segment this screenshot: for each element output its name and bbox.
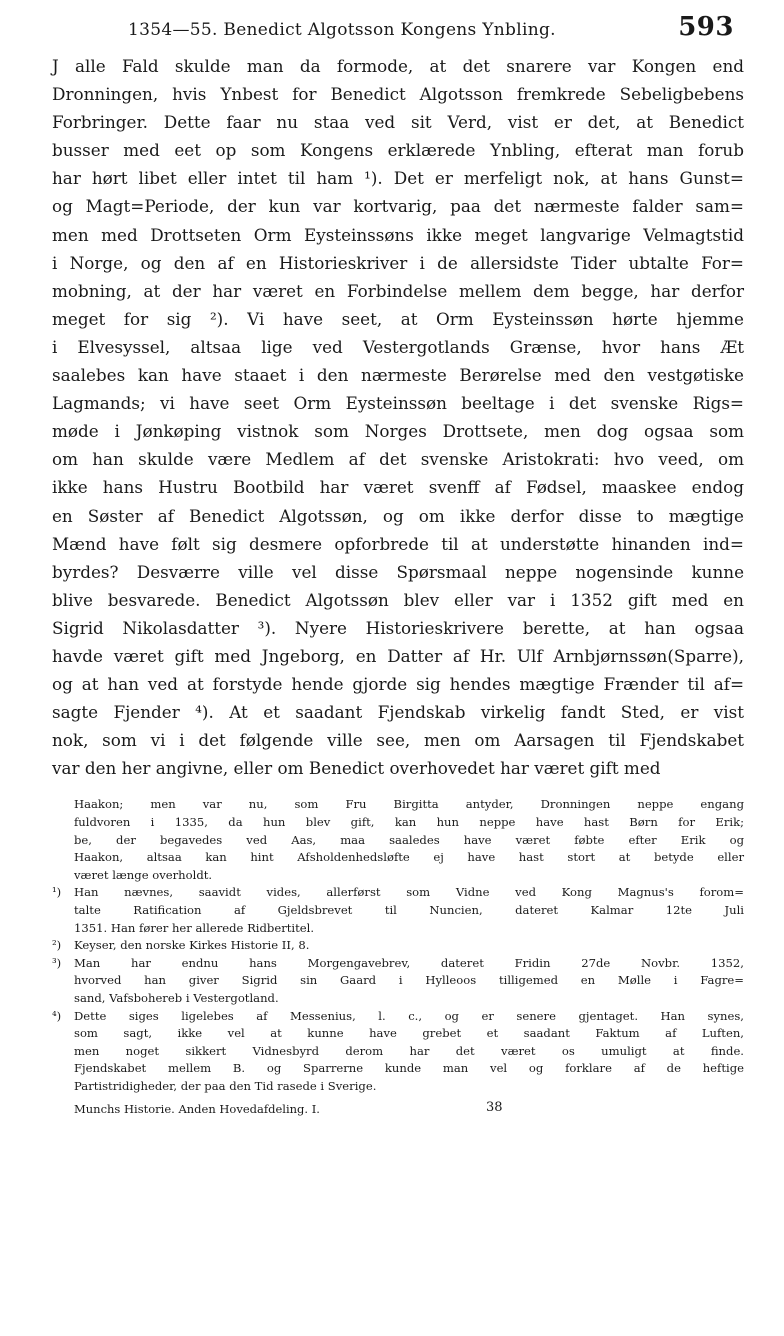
body-line: i Norge, og den af en Historieskriver i de allersidste Tider ubtalte For= <box>52 252 744 273</box>
footnote-line: hvorved han giver Sigrid sin Gaard i Hylleoos tilligemed en Mølle i Fagre= <box>74 973 744 988</box>
body-line: ikke hans Hustru Bootbild har været svenff af Fødsel, maaskee endog <box>52 477 744 498</box>
running-head: 1354—55. Benedict Algotsson Kongens Ynbling. <box>128 20 556 40</box>
body-line: blive besvarede. Benedict Algotssøn blev eller var i 1352 gift med en <box>52 589 744 610</box>
body-line: i Elvesyssel, altsaa lige ved Vestergotlands Grænse, hvor hans Æt <box>52 336 744 357</box>
footnote-text: Dette siges ligelebes af Messenius, l. c., og er senere gjentaget. Han synes, <box>74 1008 744 1023</box>
footnote-line: 1351. Han fører her allerede Ridbertitel. <box>74 920 315 935</box>
body-line: men med Drottseten Orm Eysteinssøns ikke meget langvarige Velmagtstid <box>52 224 744 245</box>
body-line: Forbringer. Dette faar nu staa ved sit Verd, vist er det, at Benedict <box>52 112 744 133</box>
body-line: meget for sig ²). Vi have seet, at Orm Eysteinssøn hørte hjemme <box>52 308 744 329</box>
body-line: Lagmands; vi have seet Orm Eysteinssøn beeltage i det svenske Rigs= <box>52 393 744 414</box>
signature-mark: 38 <box>486 1099 503 1115</box>
footnote-line: som sagt, ikke vel at kunne have grebet et saadant Faktum af Luften, <box>74 1026 744 1041</box>
footnote-line <box>52 937 744 955</box>
footnote-line: talte Ratification af Gjeldsbrevet til Nuncien, dateret Kalmar 12te Juli <box>74 903 744 917</box>
footnote-line: Fjendskabet mellem B. og Sparrerne kunde man vel og forklare af de heftige <box>74 1061 744 1076</box>
body-line: saalebes kan have staaet i den nærmeste Berørelse med den vestgøtiske <box>52 365 744 386</box>
footnote-line: men noget sikkert Vidnesbyrd derom har det været os umuligt at finde. <box>74 1043 744 1058</box>
body-line: nok, som vi i det følgende ville see, men om Aarsagen til Fjendskabet <box>52 730 744 751</box>
body-line: Dronningen, hvis Ynbest for Benedict Algotsson fremkrede Sebeligbebens <box>52 84 744 105</box>
body-line: møde i Jønkøping vistnok som Norges Drottsete, men dog ogsaa som <box>52 421 744 442</box>
footnote-line: været længe overholdt. <box>74 867 213 882</box>
body-line: Sigrid Nikolasdatter ³). Nyere Historieskrivere berette, at han ogsaa <box>52 617 744 638</box>
body-line: mobning, at der har været en Forbindelse mellem dem begge, har derfor <box>52 280 744 301</box>
signature-line: Munchs Historie. Anden Hovedafdeling. I. <box>74 1101 320 1116</box>
page-footer <box>52 1099 744 1122</box>
footnote-line: Haakon, altsaa kan hint Afsholdenhedsløfte ej have hast stort at betyde eller <box>74 850 744 865</box>
footnote-line: Partistridigheder, der paa den Tid rasede i Sverige. <box>74 1078 377 1093</box>
footnote-line <box>52 955 744 973</box>
footnote-mark: ⁴) <box>52 1008 62 1023</box>
footnote-text: Han nævnes, saavidt vides, allerførst som Vidne ved Kong Magnus's forom= <box>74 885 744 900</box>
footnote-mark: ³) <box>52 955 62 970</box>
body-line: om han skulde være Medlem af det svenske Aristokrati: hvo veed, om <box>52 449 744 470</box>
body-text <box>52 52 744 782</box>
footnote-continuation <box>52 796 744 884</box>
footnotes <box>52 796 744 1095</box>
footnote <box>52 1008 744 1096</box>
body-line: og at han ved at forstyde hende gjorde sig hendes mægtige Frænder til af= <box>52 674 744 695</box>
footnote-line <box>52 1008 744 1026</box>
body-line: Mænd have følt sig desmere opforbrede til at understøtte hinanden ind= <box>52 533 744 554</box>
footnote-line <box>52 884 744 902</box>
body-line: sagte Fjender ⁴). At et saadant Fjendskab virkelig fandt Sted, er vist <box>52 702 744 723</box>
footnote-text: Man har endnu hans Morgengavebrev, dateret Fridin 27de Novbr. 1352, <box>74 955 744 970</box>
body-line: en Søster af Benedict Algotssøn, og om ikke derfor disse to mægtige <box>52 505 744 526</box>
page-number: 593 <box>678 12 734 42</box>
body-line: var den her angivne, eller om Benedict overhovedet har været gift med <box>52 758 661 779</box>
body-line: busser med eet op som Kongens erklærede Ynbling, efterat man forub <box>52 140 744 161</box>
footnote-text: Keyser, den norske Kirkes Historie II, 8. <box>74 938 310 953</box>
footnote-mark: ¹) <box>52 885 62 900</box>
body-line: og Magt=Periode, der kun var kortvarig, paa det nærmeste falder sam= <box>52 196 744 217</box>
footnote-line: fuldvoren i 1335, da hun blev gift, kan hun neppe have hast Børn for Erik; <box>74 815 744 830</box>
footnote-line: sand, Vafsbohereb i Vestergotland. <box>74 990 279 1005</box>
body-line: J alle Fald skulde man da formode, at det snarere var Kongen end <box>52 56 744 76</box>
footnote-line: Haakon; men var nu, som Fru Birgitta antyder, Dronningen neppe engang <box>74 797 744 812</box>
page-header <box>52 8 744 52</box>
footnote-mark: ²) <box>52 938 62 953</box>
body-line: havde været gift med Jngeborg, en Datter af Hr. Ulf Arnbjørnssøn(Sparre), <box>52 645 744 666</box>
footnote-line: be, der begavedes ved Aas, maa saaledes have været føbte efter Erik og <box>74 832 744 847</box>
body-line: byrdes? Desværre ville vel disse Spørsmaal neppe nogensinde kunne <box>52 561 744 582</box>
footnote <box>52 937 744 955</box>
footnote <box>52 884 744 937</box>
body-line: har hørt libet eller intet til ham ¹). Det er merfeligt nok, at hans Gunst= <box>52 168 744 189</box>
footnote <box>52 955 744 1008</box>
